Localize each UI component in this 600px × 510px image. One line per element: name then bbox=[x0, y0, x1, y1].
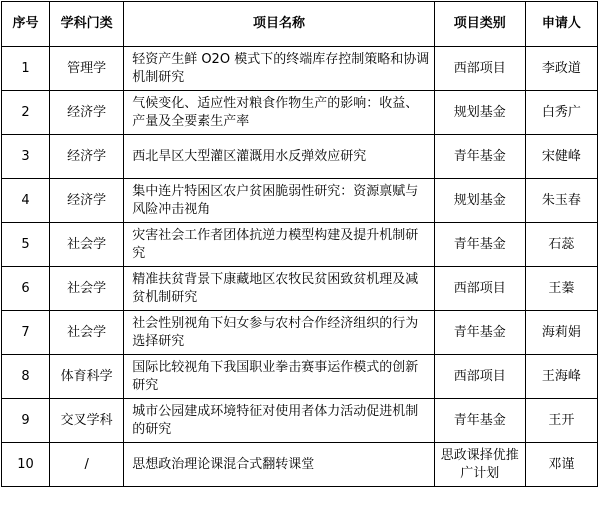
table-row bbox=[2, 135, 598, 179]
cell-project-name: 集中连片特困区农户贫困脆弱性研究：资源禀赋与风险冲击视角 bbox=[124, 179, 435, 223]
cell-project-type: 西部项目 bbox=[434, 355, 525, 399]
table-row bbox=[2, 179, 598, 223]
project-table bbox=[1, 1, 598, 487]
cell-number: 8 bbox=[2, 355, 50, 399]
cell-number: 5 bbox=[2, 223, 50, 267]
cell-project-type: 青年基金 bbox=[434, 135, 525, 179]
cell-discipline: 经济学 bbox=[50, 91, 124, 135]
header-project-name: 项目名称 bbox=[124, 2, 435, 47]
cell-discipline: 社会学 bbox=[50, 267, 124, 311]
cell-project-name: 思想政治理论课混合式翻转课堂 bbox=[124, 443, 435, 487]
cell-discipline: 交叉学科 bbox=[50, 399, 124, 443]
cell-project-name: 轻资产生鲜 O2O 模式下的终端库存控制策略和协调机制研究 bbox=[124, 47, 435, 91]
cell-project-name: 社会性别视角下妇女参与农村合作经济组织的行为选择研究 bbox=[124, 311, 435, 355]
cell-applicant: 宋健峰 bbox=[525, 135, 597, 179]
cell-discipline: 社会学 bbox=[50, 223, 124, 267]
cell-discipline: 管理学 bbox=[50, 47, 124, 91]
table-row bbox=[2, 47, 598, 91]
cell-project-name: 国际比较视角下我国职业拳击赛事运作模式的创新研究 bbox=[124, 355, 435, 399]
table-row bbox=[2, 355, 598, 399]
cell-project-type: 西部项目 bbox=[434, 267, 525, 311]
header-applicant: 申请人 bbox=[525, 2, 597, 47]
cell-applicant: 白秀广 bbox=[525, 91, 597, 135]
cell-discipline: / bbox=[50, 443, 124, 487]
cell-project-type: 西部项目 bbox=[434, 47, 525, 91]
cell-number: 1 bbox=[2, 47, 50, 91]
cell-discipline: 经济学 bbox=[50, 179, 124, 223]
table-row bbox=[2, 223, 598, 267]
cell-project-type: 青年基金 bbox=[434, 311, 525, 355]
cell-number: 10 bbox=[2, 443, 50, 487]
cell-number: 2 bbox=[2, 91, 50, 135]
cell-applicant: 朱玉春 bbox=[525, 179, 597, 223]
cell-project-type: 规划基金 bbox=[434, 91, 525, 135]
cell-project-name: 气候变化、适应性对粮食作物生产的影响：收益、产量及全要素生产率 bbox=[124, 91, 435, 135]
header-project-type: 项目类别 bbox=[434, 2, 525, 47]
table-row bbox=[2, 91, 598, 135]
header-number: 序号 bbox=[2, 2, 50, 47]
cell-applicant: 王海峰 bbox=[525, 355, 597, 399]
cell-project-type: 青年基金 bbox=[434, 399, 525, 443]
cell-applicant: 李政道 bbox=[525, 47, 597, 91]
cell-number: 3 bbox=[2, 135, 50, 179]
cell-applicant: 邓谨 bbox=[525, 443, 597, 487]
cell-project-name: 城市公园建成环境特征对使用者体力活动促进机制的研究 bbox=[124, 399, 435, 443]
cell-discipline: 经济学 bbox=[50, 135, 124, 179]
cell-number: 9 bbox=[2, 399, 50, 443]
cell-project-type: 青年基金 bbox=[434, 223, 525, 267]
header-discipline: 学科门类 bbox=[50, 2, 124, 47]
cell-discipline: 体育科学 bbox=[50, 355, 124, 399]
table-row bbox=[2, 267, 598, 311]
cell-applicant: 王开 bbox=[525, 399, 597, 443]
cell-project-type: 思政课择优推广计划 bbox=[434, 443, 525, 487]
cell-project-type: 规划基金 bbox=[434, 179, 525, 223]
cell-number: 6 bbox=[2, 267, 50, 311]
table-row bbox=[2, 443, 598, 487]
cell-project-name: 西北旱区大型灌区灌溉用水反弹效应研究 bbox=[124, 135, 435, 179]
table-header-row bbox=[2, 2, 598, 47]
cell-number: 7 bbox=[2, 311, 50, 355]
table-row bbox=[2, 311, 598, 355]
cell-number: 4 bbox=[2, 179, 50, 223]
cell-project-name: 灾害社会工作者团体抗逆力模型构建及提升机制研究 bbox=[124, 223, 435, 267]
table-row bbox=[2, 399, 598, 443]
cell-applicant: 石蕊 bbox=[525, 223, 597, 267]
cell-discipline: 社会学 bbox=[50, 311, 124, 355]
cell-project-name: 精准扶贫背景下康藏地区农牧民贫困致贫机理及减贫机制研究 bbox=[124, 267, 435, 311]
cell-applicant: 海莉娟 bbox=[525, 311, 597, 355]
cell-applicant: 王蓁 bbox=[525, 267, 597, 311]
